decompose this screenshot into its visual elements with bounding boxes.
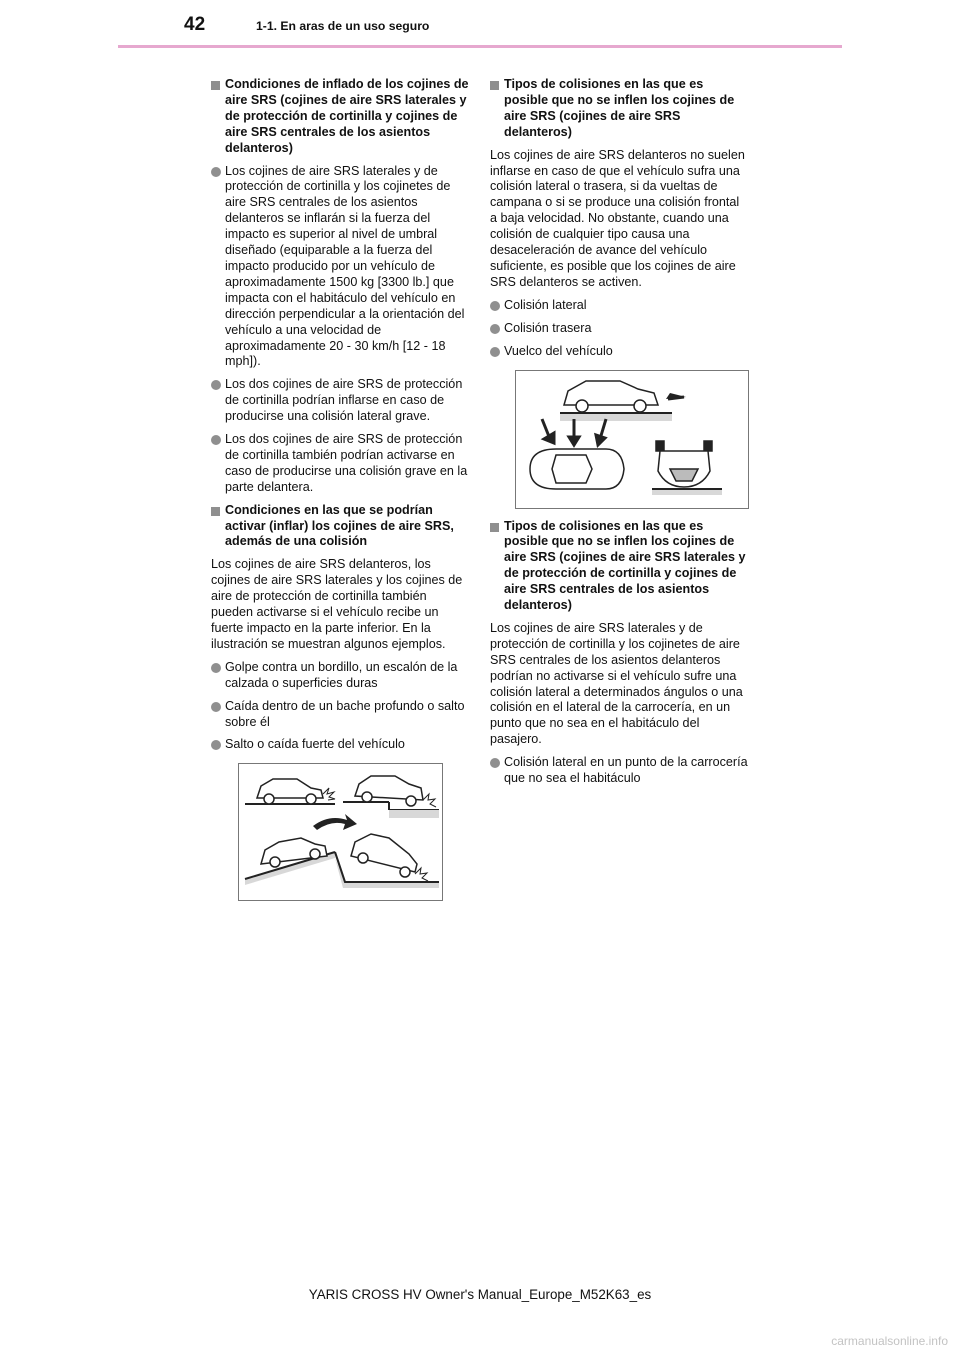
bullet-text: Colisión lateral [504,297,587,312]
page-footer: YARIS CROSS HV Owner's Manual_Europe_M52K63_es [308,1287,652,1302]
site-watermark: carmanualsonline.info [831,1334,948,1348]
arrow-icon [313,814,357,830]
bullet-item [490,755,748,787]
heading-text: Tipos de colisiones en las que es posible que no se inflen los cojines de aire SRS (cojines de aire SRS laterales y de protección de cortinilla y cojines de aire SRS centrales de los asientos delanteros) [504,518,746,613]
bullet-item [490,321,748,337]
page-number: 42 [184,14,206,35]
right-column [490,77,748,794]
heading-text: Tipos de colisiones en las que es posible que no se inflen los cojines de aire SRS (cojines de aire SRS delanteros) [504,77,735,139]
bullet-item [211,432,469,496]
bullet-text: Vuelco del vehículo [504,343,613,358]
car-rollover-icon [656,441,712,487]
bullet-item [211,660,469,692]
circle-bullet-icon [211,740,221,750]
square-bullet-icon [490,81,499,90]
circle-bullet-icon [490,758,500,768]
circle-bullet-icon [211,167,221,177]
heading-text: Condiciones de inflado de los cojines de aire SRS (cojines de aire SRS laterales y de protección de cortinilla y cojines de aire SRS centrales de los asientos delanteros) [225,77,469,155]
section-heading [490,519,748,614]
bullet-item [211,377,469,425]
bullet-text: Los dos cojines de aire SRS de protección de cortinilla podrían inflarse en caso de producirse una colisión lateral grave. [225,377,463,424]
section-heading [211,503,469,551]
square-bullet-icon [211,507,220,516]
impact-illustration [238,763,443,901]
circle-bullet-icon [490,301,500,311]
body-paragraph: Los cojines de aire SRS delanteros, los cojines de aire SRS laterales y los cojines de aire de protección de cortinilla también pueden activarse si el vehículo recibe un fuerte impacto en la parte inferior. En la ilustración se muestran algunos ejemplos. [211,557,463,651]
arrow-icon [542,419,606,445]
bullet-text: Colisión lateral en un punto de la carrocería que no sea el habitáculo [504,755,748,786]
circle-bullet-icon [211,435,221,445]
bullet-item [490,298,748,314]
section-title: 1-1. En aras de un uso seguro [256,19,430,33]
section-heading [211,77,469,157]
square-bullet-icon [490,523,499,532]
circle-bullet-icon [490,347,500,357]
circle-bullet-icon [211,702,221,712]
square-bullet-icon [211,81,220,90]
collision-types-illustration [515,370,749,509]
bullet-text: Salto o caída fuerte del vehículo [225,737,405,752]
body-paragraph: Los cojines de aire SRS laterales y de protección de cortinilla y los cojinetes de aire SRS centrales de los asientos delanteros podrían no activarse si el vehículo sufre una colisión lateral a determinados ángulos o una colisión en el lateral de la carrocería, en un punto que no sea en el habitáculo del pasajero. [490,620,743,747]
bullet-text: Los dos cojines de aire SRS de protección de cortinilla también podrían activarse en caso de producirse una colisión grave en la parte delantera. [225,432,468,494]
body-paragraph: Los cojines de aire SRS delanteros no suelen inflarse en caso de que el vehículo sufra una colisión lateral o trasera, si da vueltas de campana o si se produce una colisión frontal a baja velocidad. No obstante, cuando una colisión de cualquier tipo causa una desaceleración de avance del vehículo suficiente, es posible que los cojines de aire SRS delanteros se activen. [490,147,745,289]
bullet-item [211,737,469,753]
circle-bullet-icon [211,663,221,673]
bullet-text: Los cojines de aire SRS laterales y de protección de cortinilla y los cojinetes de aire SRS centrales de los asientos delanteros se inflarán si la fuerza del impacto es superior al nivel de umbral diseñado (equiparable a la fuerza del impacto producido por un vehículo de aproximadamente 1500 kg [3300 lb.] que impacta con el habitáculo del vehículo en dirección perpendicular a la orientación del vehículo a una velocidad de aproximadamente 20 - 30 km/h [12 - 18 mph]). [225,163,465,369]
section-heading [490,77,748,141]
bullet-text: Caída dentro de un bache profundo o salto sobre él [225,698,465,729]
bullet-item [211,699,469,731]
header-divider [118,45,842,48]
bullet-item [490,344,748,360]
car-top-icon [530,449,624,489]
heading-text: Condiciones en las que se podrían activar (inflar) los cojines de aire SRS, además de una colisión [225,502,454,549]
car-curb-icon [257,779,323,804]
bullet-item [211,164,469,371]
car-side-icon [564,381,658,412]
left-column [211,77,469,911]
circle-bullet-icon [490,324,500,334]
car-landing-icon [351,834,417,877]
bullet-text: Colisión trasera [504,320,592,335]
circle-bullet-icon [211,380,221,390]
bullet-text: Golpe contra un bordillo, un escalón de la calzada o superficies duras [225,659,458,690]
